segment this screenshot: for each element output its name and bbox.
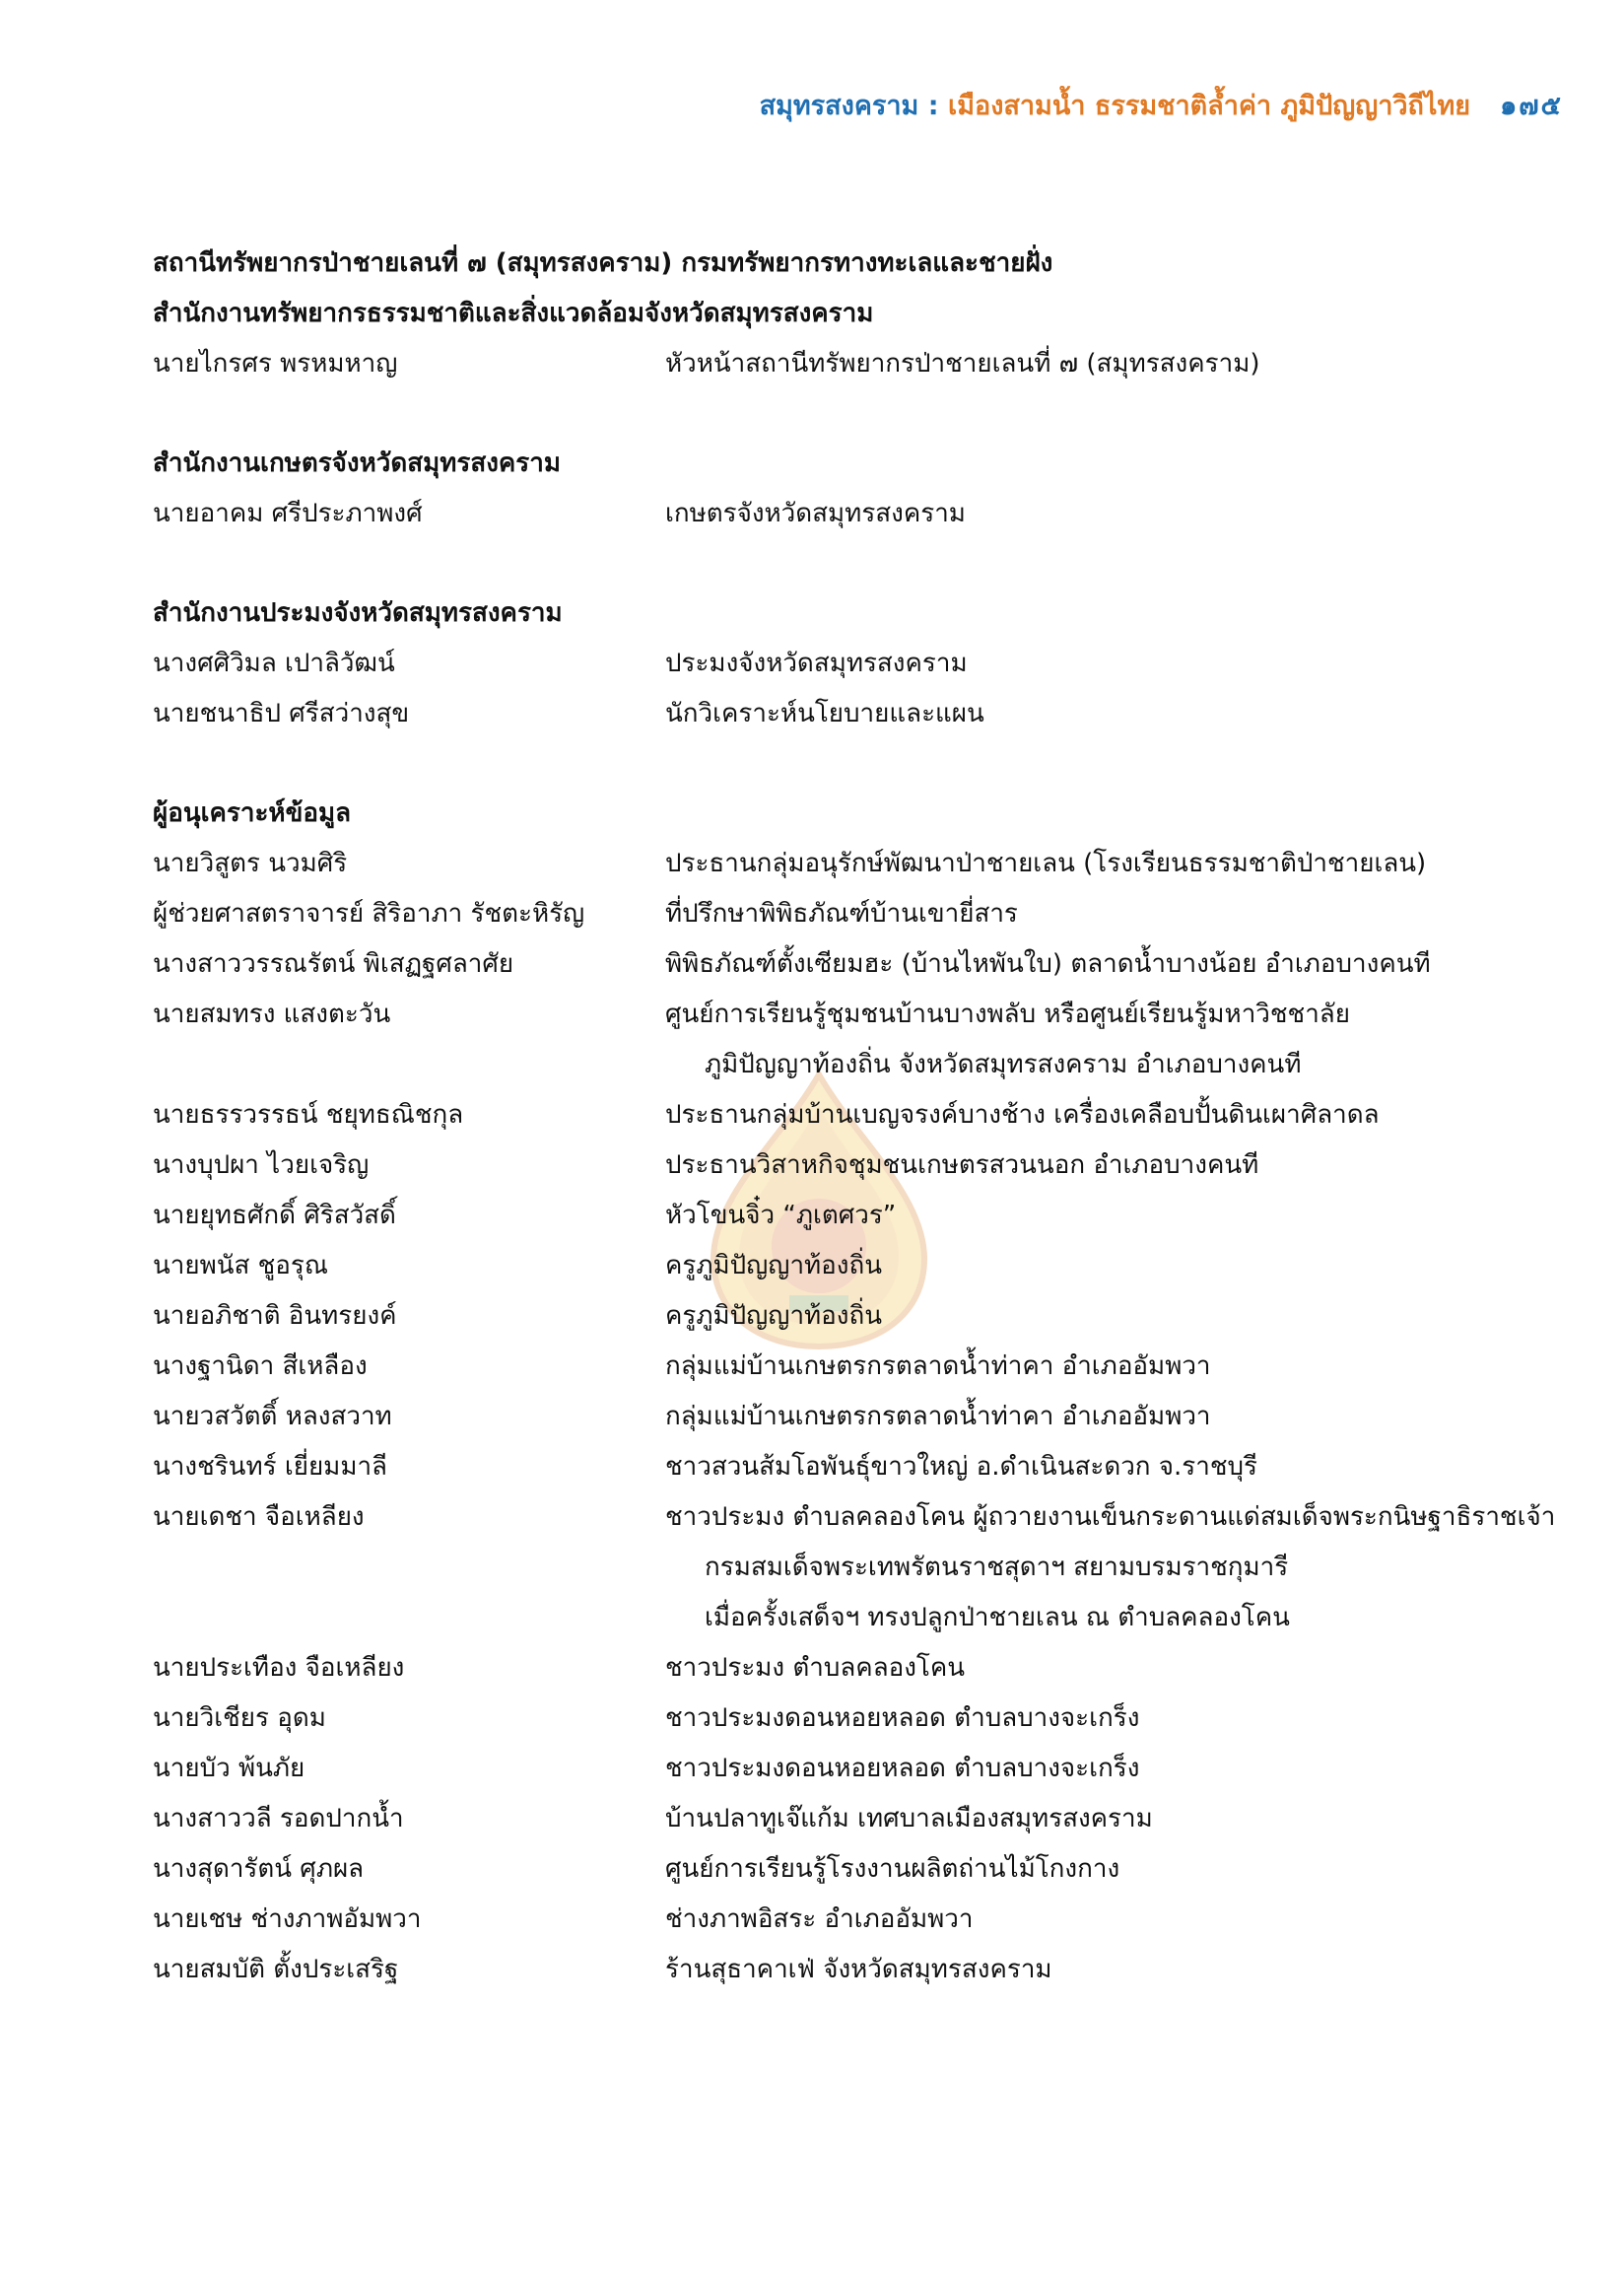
list-item [153, 939, 1572, 990]
section-title: สถานีทรัพยากรป่าชายเลนที่ ๗ (สมุทรสงคราม) กรมทรัพยากรทางทะเลและชายฝั่ง [153, 248, 1053, 278]
person-role [665, 939, 1572, 990]
person-role [665, 489, 1572, 539]
role-line: ชาวประมง ตำบลคลองโคน ผู้ถวายงานเข็นกระดานแด่สมเด็จพระกนิษฐาธิราชเจ้า [665, 1502, 1556, 1532]
role-line: ศูนย์การเรียนรู้ชุมชนบ้านบางพลับ หรือศูนย์เรียนรู้มหาวิชชาลัย [665, 1000, 1350, 1029]
role-line: ศูนย์การเรียนรู้โรงงานผลิตถ่านไม้โกงกาง [665, 1854, 1120, 1884]
person-name: นายสมบัติ ตั้งประเสริฐ [153, 1955, 399, 1984]
person-name: นางสาววลี รอดปากน้ำ [153, 1804, 404, 1833]
role-line: พิพิธภัณฑ์ตั้งเซียมฮะ (บ้านไหพันใบ) ตลาดน้ำบางน้อย อำเภอบางคนที [665, 949, 1431, 979]
person-role [665, 689, 1572, 739]
person-name: นายบัว พ้นภัย [153, 1754, 305, 1783]
list-item [153, 889, 1572, 939]
list-item [153, 339, 1572, 389]
person-name: นางชรินทร์ เยี่ยมมาลี [153, 1452, 387, 1482]
person-name: นายธรรวรรธน์ ชยุทธณิชกุล [153, 1100, 464, 1130]
list-item [153, 1342, 1572, 1392]
person-role [665, 1140, 1572, 1191]
person-name: นายชนาธิป ศรีสว่างสุข [153, 699, 410, 728]
person-role [665, 1291, 1572, 1342]
person-role [665, 1492, 1572, 1643]
person-name: นายอภิชาติ อินทรยงค์ [153, 1301, 397, 1331]
person-role [665, 889, 1572, 939]
person-role [665, 639, 1572, 689]
role-line: ร้านสุธาคาเฟ่ จังหวัดสมุทรสงคราม [665, 1955, 1052, 1984]
person-role [665, 1895, 1572, 1945]
person-role [665, 1945, 1572, 1995]
person-name: นายเดชา จือเหลียง [153, 1502, 365, 1532]
person-role [665, 990, 1572, 1090]
person-name: นายประเทือง จือเหลียง [153, 1653, 405, 1683]
role-line: เมื่อครั้งเสด็จฯ ทรงปลูกป่าชายเลน ณ ตำบลคลองโคน [705, 1603, 1290, 1632]
role-line: ชาวสวนส้มโอพันธุ์ขาวใหญ่ อ.ดำเนินสะดวก จ.ราชบุรี [665, 1452, 1257, 1482]
list-item [153, 689, 1572, 739]
role-line: หัวโขนจิ๋ว “ภูเตศวร” [665, 1201, 897, 1230]
role-line: ครูภูมิปัญญาท้องถิ่น [665, 1301, 883, 1331]
person-name: นายอาคม ศรีประภาพงศ์ [153, 499, 423, 528]
role-line: ประธานกลุ่มอนุรักษ์พัฒนาป่าชายเลน (โรงเรียนธรรมชาติป่าชายเลน) [665, 849, 1427, 878]
role-line: ชาวประมงดอนหอยหลอด ตำบลบางจะเกร็ง [665, 1754, 1140, 1783]
list-item [153, 1090, 1572, 1140]
role-line: ประธานวิสาหกิจชุมชนเกษตรสวนนอก อำเภอบางคนที [665, 1150, 1259, 1180]
list-item [153, 1844, 1572, 1895]
person-role [665, 1191, 1572, 1241]
section [153, 588, 1572, 739]
person-role [665, 1241, 1572, 1291]
list-item [153, 1392, 1572, 1442]
document-body [153, 239, 1572, 2044]
list-item [153, 839, 1572, 889]
person-role [665, 1693, 1572, 1744]
role-line: กลุ่มแม่บ้านเกษตรกรตลาดน้ำท่าคา อำเภออัมพวา [665, 1351, 1211, 1381]
role-line: ประมงจังหวัดสมุทรสงคราม [665, 649, 968, 678]
role-line: กรมสมเด็จพระเทพรัตนราชสุดาฯ สยามบรมราชกุมารี [705, 1553, 1289, 1582]
page-number: ๑๗๕ [1500, 91, 1563, 121]
list-item [153, 489, 1572, 539]
role-line: ที่ปรึกษาพิพิธภัณฑ์บ้านเขายี่สาร [665, 899, 1018, 929]
person-name: นายวิเชียร อุดม [153, 1703, 326, 1733]
person-name: นางสุดารัตน์ ศุภผล [153, 1854, 365, 1884]
list-item [153, 1241, 1572, 1291]
role-line: หัวหน้าสถานีทรัพยากรป่าชายเลนที่ ๗ (สมุทรสงคราม) [665, 349, 1260, 379]
person-name: นายพนัส ชูอรุณ [153, 1251, 329, 1280]
section [153, 439, 1572, 539]
person-role [665, 1844, 1572, 1895]
person-role [665, 339, 1572, 389]
person-name: ผู้ช่วยศาสตราจารย์ สิริอาภา รัชตะหิรัญ [153, 899, 585, 929]
role-line: ชาวประมงดอนหอยหลอด ตำบลบางจะเกร็ง [665, 1703, 1140, 1733]
list-item [153, 1693, 1572, 1744]
role-line: ชาวประมง ตำบลคลองโคน [665, 1653, 966, 1683]
person-name: นายยุทธศักดิ์ ศิริสวัสดิ์ [153, 1201, 396, 1230]
list-item [153, 1140, 1572, 1191]
person-name: นายไกรศร พรหมหาญ [153, 349, 398, 379]
role-line: ช่างภาพอิสระ อำเภออัมพวา [665, 1904, 974, 1934]
list-item [153, 1643, 1572, 1693]
list-item [153, 1291, 1572, 1342]
list-item [153, 639, 1572, 689]
person-name: นางบุปผา ไวยเจริญ [153, 1150, 370, 1180]
role-line: นักวิเคราะห์นโยบายและแผน [665, 699, 984, 728]
person-role [665, 1442, 1572, 1492]
person-role [665, 1744, 1572, 1794]
header-province: สมุทรสงคราม [759, 91, 919, 121]
header-slogan: เมืองสามน้ำ ธรรมชาติล้ำค่า ภูมิปัญญาวิถีไทย [947, 91, 1471, 121]
person-role [665, 1342, 1572, 1392]
list-item [153, 1191, 1572, 1241]
person-name: นางศศิวิมล เปาลิวัฒน์ [153, 649, 395, 678]
role-line: เกษตรจังหวัดสมุทรสงคราม [665, 499, 966, 528]
section-title: สำนักงานเกษตรจังหวัดสมุทรสงคราม [153, 449, 561, 478]
person-name: นายวิสูตร นวมศิริ [153, 849, 348, 878]
person-role [665, 1090, 1572, 1140]
person-name: นางฐานิดา สีเหลือง [153, 1351, 368, 1381]
section [153, 239, 1572, 389]
list-item [153, 1794, 1572, 1844]
person-role [665, 839, 1572, 889]
role-line: บ้านปลาทูเจ๊แก้ม เทศบาลเมืองสมุทรสงคราม [665, 1804, 1153, 1833]
list-item [153, 990, 1572, 1090]
person-role [665, 1643, 1572, 1693]
role-line: ภูมิปัญญาท้องถิ่น จังหวัดสมุทรสงคราม อำเภอบางคนที [705, 1050, 1302, 1079]
person-role [665, 1794, 1572, 1844]
section [153, 789, 1572, 1995]
section-title: สำนักงานทรัพยากรธรรมชาติและสิ่งแวดล้อมจังหวัดสมุทรสงคราม [153, 299, 874, 328]
person-name: นายวสวัตติ์ หลงสวาท [153, 1402, 392, 1431]
list-item [153, 1945, 1572, 1995]
header-separator: : [918, 91, 948, 121]
role-line: ประธานกลุ่มบ้านเบญจรงค์บางช้าง เครื่องเคลือบปั้นดินเผาศิลาดล [665, 1100, 1380, 1130]
list-item [153, 1895, 1572, 1945]
person-name: นายเชษ ช่างภาพอัมพวา [153, 1904, 422, 1934]
section-title: ผู้อนุเคราะห์ข้อมูล [153, 798, 352, 828]
section-title: สำนักงานประมงจังหวัดสมุทรสงคราม [153, 598, 563, 628]
list-item [153, 1442, 1572, 1492]
list-item [153, 1744, 1572, 1794]
role-line: กลุ่มแม่บ้านเกษตรกรตลาดน้ำท่าคา อำเภออัมพวา [665, 1402, 1211, 1431]
person-name: นางสาววรรณรัตน์ พิเสฏฐศลาศัย [153, 949, 514, 979]
person-name: นายสมทรง แสงตะวัน [153, 1000, 391, 1029]
list-item [153, 1492, 1572, 1643]
person-role [665, 1392, 1572, 1442]
role-line: ครูภูมิปัญญาท้องถิ่น [665, 1251, 883, 1280]
page-header [760, 87, 1563, 126]
